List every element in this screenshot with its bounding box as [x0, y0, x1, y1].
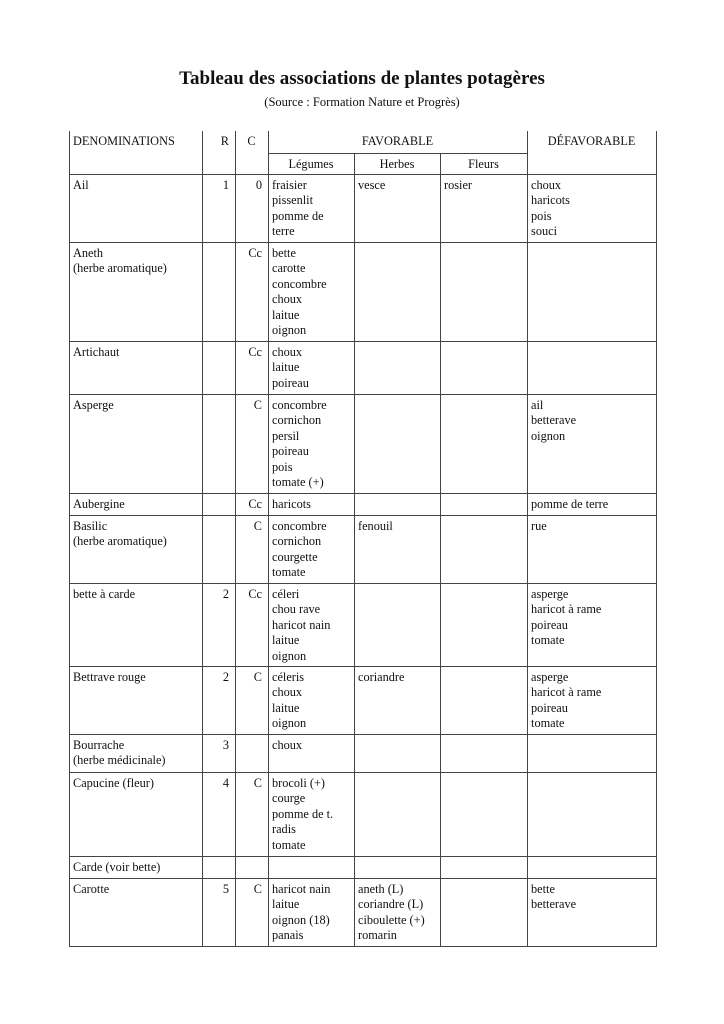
- cell-herbes: [355, 583, 441, 666]
- cell-legumes-line: pois: [272, 459, 293, 474]
- cell-defavorable-line: haricot à rame: [531, 602, 602, 617]
- cell-defavorable-line: bette: [531, 881, 555, 896]
- cell-legumes-line: terre: [272, 224, 295, 239]
- cell-name: [70, 666, 203, 734]
- cell-name: [70, 174, 203, 242]
- cell-legumes-line: cornichon: [272, 534, 322, 549]
- cell-legumes-line: céleri: [272, 586, 300, 601]
- cell-defavorable: [528, 772, 657, 856]
- cell-name-line: Aneth: [73, 245, 104, 260]
- cell-herbes-line: coriandre (L): [358, 897, 424, 912]
- cell-legumes-line: oignon: [272, 648, 307, 663]
- page-subtitle: (Source : Formation Nature et Progrès): [264, 95, 460, 109]
- cell-legumes-line: choux: [272, 685, 303, 700]
- cell-legumes-line: laitue: [272, 700, 300, 715]
- cell-name: [70, 493, 203, 515]
- cell-legumes-line: choux: [272, 737, 303, 752]
- cell-herbes: [355, 493, 441, 515]
- cell-name-line: (herbe aromatique): [73, 261, 167, 276]
- cell-legumes-line: laitue: [272, 633, 300, 648]
- cell-name-line: Artichaut: [73, 344, 120, 359]
- cell-herbes-line: ciboulette (+): [358, 912, 425, 927]
- table-row: [70, 583, 657, 666]
- cell-name-line: bette à carde: [73, 586, 136, 601]
- cell-legumes-line: oignon (18): [272, 912, 330, 927]
- cell-legumes: [269, 515, 355, 583]
- cell-r: [203, 493, 236, 515]
- cell-name: [70, 878, 203, 946]
- cell-defavorable-line: souci: [531, 224, 557, 239]
- cell-defavorable-line: betterave: [531, 413, 577, 428]
- table-row: [70, 878, 657, 946]
- cell-herbes: [355, 394, 441, 493]
- cell-r: 2: [203, 583, 236, 666]
- table-row: [70, 856, 657, 878]
- cell-herbes-line: vesce: [358, 177, 386, 192]
- cell-defavorable: [528, 341, 657, 394]
- header-legumes: Légumes: [269, 153, 355, 174]
- cell-defavorable: [528, 666, 657, 734]
- cell-c: C: [236, 666, 269, 734]
- cell-legumes: [269, 878, 355, 946]
- cell-fleurs: [441, 878, 528, 946]
- cell-legumes: [269, 772, 355, 856]
- cell-legumes-line: courgette: [272, 549, 318, 564]
- cell-legumes: [269, 666, 355, 734]
- cell-defavorable: [528, 734, 657, 772]
- cell-herbes: [355, 856, 441, 878]
- cell-legumes-line: concombre: [272, 518, 327, 533]
- cell-legumes-line: cornichon: [272, 413, 322, 428]
- cell-herbes-line: coriandre: [358, 669, 405, 684]
- cell-defavorable-line: asperge: [531, 669, 569, 684]
- cell-name: [70, 394, 203, 493]
- cell-c: C: [236, 878, 269, 946]
- cell-c: Cc: [236, 341, 269, 394]
- cell-defavorable-line: rue: [531, 518, 547, 533]
- cell-legumes-line: pomme de t.: [272, 806, 334, 821]
- cell-legumes-line: laitue: [272, 360, 300, 375]
- cell-name: [70, 242, 203, 341]
- associations-table: [69, 131, 657, 947]
- cell-legumes-line: oignon: [272, 716, 307, 731]
- cell-legumes: [269, 734, 355, 772]
- cell-c: [236, 856, 269, 878]
- cell-fleurs: [441, 394, 528, 493]
- cell-legumes: [269, 856, 355, 878]
- table-row: [70, 734, 657, 772]
- cell-name-line: Carde (voir bette): [73, 859, 161, 874]
- cell-legumes-line: tomate: [272, 837, 306, 852]
- cell-legumes-line: tomate (+): [272, 474, 324, 489]
- cell-legumes-line: oignon: [272, 322, 307, 337]
- cell-legumes-line: haricot nain: [272, 881, 331, 896]
- cell-legumes: [269, 242, 355, 341]
- cell-defavorable-line: poireau: [531, 617, 568, 632]
- table-row: [70, 772, 657, 856]
- cell-name-line: Carotte: [73, 881, 110, 896]
- cell-herbes: [355, 772, 441, 856]
- cell-legumes-line: carotte: [272, 261, 306, 276]
- cell-name-line: Capucine (fleur): [73, 775, 154, 790]
- header-favorable: FAVORABLE: [269, 131, 528, 153]
- cell-legumes-line: concombre: [272, 397, 327, 412]
- cell-defavorable: [528, 242, 657, 341]
- cell-r: 4: [203, 772, 236, 856]
- cell-name-line: Ail: [73, 177, 89, 192]
- cell-defavorable-line: pomme de terre: [531, 496, 609, 511]
- cell-legumes: [269, 583, 355, 666]
- cell-defavorable: [528, 394, 657, 493]
- cell-legumes-line: laitue: [272, 897, 300, 912]
- table-row: [70, 174, 657, 242]
- cell-defavorable-line: asperge: [531, 586, 569, 601]
- cell-name: [70, 772, 203, 856]
- cell-r: [203, 242, 236, 341]
- cell-legumes-line: radis: [272, 822, 296, 837]
- cell-legumes-line: choux: [272, 292, 303, 307]
- cell-legumes-line: haricot nain: [272, 617, 331, 632]
- table-row: [70, 666, 657, 734]
- cell-fleurs: [441, 583, 528, 666]
- cell-name-line: Asperge: [73, 397, 114, 412]
- page-title: Tableau des associations de plantes potagères: [179, 68, 545, 89]
- table-row: [70, 394, 657, 493]
- cell-legumes-line: fraisier: [272, 177, 307, 192]
- cell-c: C: [236, 772, 269, 856]
- cell-legumes-line: persil: [272, 428, 300, 443]
- cell-defavorable-line: tomate: [531, 716, 565, 731]
- cell-legumes: [269, 394, 355, 493]
- cell-defavorable-line: betterave: [531, 897, 577, 912]
- cell-defavorable: [528, 493, 657, 515]
- cell-r: [203, 856, 236, 878]
- cell-name-line: Bourrache: [73, 737, 125, 752]
- cell-r: [203, 515, 236, 583]
- table-body: [70, 174, 657, 946]
- cell-defavorable-line: oignon: [531, 428, 566, 443]
- cell-legumes-line: concombre: [272, 276, 327, 291]
- cell-c: 0: [236, 174, 269, 242]
- cell-defavorable-line: ail: [531, 397, 544, 412]
- cell-legumes-line: chou rave: [272, 602, 321, 617]
- cell-name: [70, 341, 203, 394]
- cell-r: 1: [203, 174, 236, 242]
- table-row: [70, 341, 657, 394]
- cell-fleurs: [441, 666, 528, 734]
- cell-name: [70, 515, 203, 583]
- cell-name: [70, 583, 203, 666]
- cell-legumes: [269, 341, 355, 394]
- cell-name-line: (herbe médicinale): [73, 753, 166, 768]
- cell-defavorable: [528, 583, 657, 666]
- cell-defavorable-line: choux: [531, 177, 562, 192]
- cell-herbes: [355, 878, 441, 946]
- cell-defavorable: [528, 878, 657, 946]
- cell-legumes-line: tomate: [272, 565, 306, 580]
- cell-legumes-line: courge: [272, 791, 306, 806]
- cell-legumes-line: poireau: [272, 444, 309, 459]
- cell-legumes: [269, 493, 355, 515]
- cell-fleurs: [441, 772, 528, 856]
- table-row: [70, 515, 657, 583]
- cell-legumes-line: laitue: [272, 307, 300, 322]
- cell-herbes: [355, 341, 441, 394]
- cell-c: [236, 734, 269, 772]
- cell-name: [70, 734, 203, 772]
- header-denominations: DENOMINATIONS: [70, 131, 203, 174]
- table-row: [70, 493, 657, 515]
- header-fleurs: Fleurs: [441, 153, 528, 174]
- cell-defavorable: [528, 515, 657, 583]
- header-r: R: [203, 131, 236, 174]
- header-c: C: [236, 131, 269, 174]
- cell-defavorable: [528, 174, 657, 242]
- cell-herbes: [355, 174, 441, 242]
- cell-legumes-line: bette: [272, 245, 296, 260]
- cell-herbes: [355, 666, 441, 734]
- cell-legumes-line: poireau: [272, 375, 309, 390]
- cell-herbes: [355, 242, 441, 341]
- cell-name-line: Basilic: [73, 518, 108, 533]
- cell-c: Cc: [236, 583, 269, 666]
- cell-fleurs: [441, 341, 528, 394]
- cell-r: 2: [203, 666, 236, 734]
- cell-legumes: [269, 174, 355, 242]
- cell-legumes-line: choux: [272, 344, 303, 359]
- cell-fleurs: [441, 493, 528, 515]
- cell-fleurs: [441, 856, 528, 878]
- cell-herbes: [355, 515, 441, 583]
- cell-fleurs-line: rosier: [444, 177, 472, 192]
- cell-legumes-line: pomme de: [272, 208, 324, 223]
- cell-fleurs: [441, 515, 528, 583]
- cell-r: 5: [203, 878, 236, 946]
- cell-fleurs: [441, 242, 528, 341]
- cell-legumes-line: panais: [272, 928, 304, 943]
- cell-defavorable: [528, 856, 657, 878]
- cell-fleurs: [441, 734, 528, 772]
- cell-c: Cc: [236, 242, 269, 341]
- cell-herbes: [355, 734, 441, 772]
- cell-defavorable-line: haricot à rame: [531, 685, 602, 700]
- cell-herbes-line: fenouil: [358, 518, 393, 533]
- cell-r: [203, 341, 236, 394]
- cell-legumes-line: brocoli (+): [272, 775, 326, 790]
- table-row: [70, 242, 657, 341]
- cell-c: C: [236, 515, 269, 583]
- cell-defavorable-line: haricots: [531, 193, 570, 208]
- cell-legumes-line: pissenlit: [272, 193, 313, 208]
- cell-c: C: [236, 394, 269, 493]
- cell-name-line: Bettrave rouge: [73, 669, 146, 684]
- cell-herbes-line: aneth (L): [358, 881, 404, 896]
- header-herbes: Herbes: [355, 153, 441, 174]
- cell-name-line: Aubergine: [73, 496, 125, 511]
- cell-legumes-line: haricots: [272, 496, 311, 511]
- cell-r: 3: [203, 734, 236, 772]
- cell-r: [203, 394, 236, 493]
- cell-c: Cc: [236, 493, 269, 515]
- cell-defavorable-line: pois: [531, 208, 552, 223]
- cell-defavorable-line: poireau: [531, 700, 568, 715]
- cell-name-line: (herbe aromatique): [73, 534, 167, 549]
- cell-legumes-line: céleris: [272, 669, 305, 684]
- cell-defavorable-line: tomate: [531, 633, 565, 648]
- cell-herbes-line: romarin: [358, 928, 397, 943]
- cell-name: [70, 856, 203, 878]
- cell-fleurs: [441, 174, 528, 242]
- header-defavorable: DÉFAVORABLE: [528, 131, 657, 174]
